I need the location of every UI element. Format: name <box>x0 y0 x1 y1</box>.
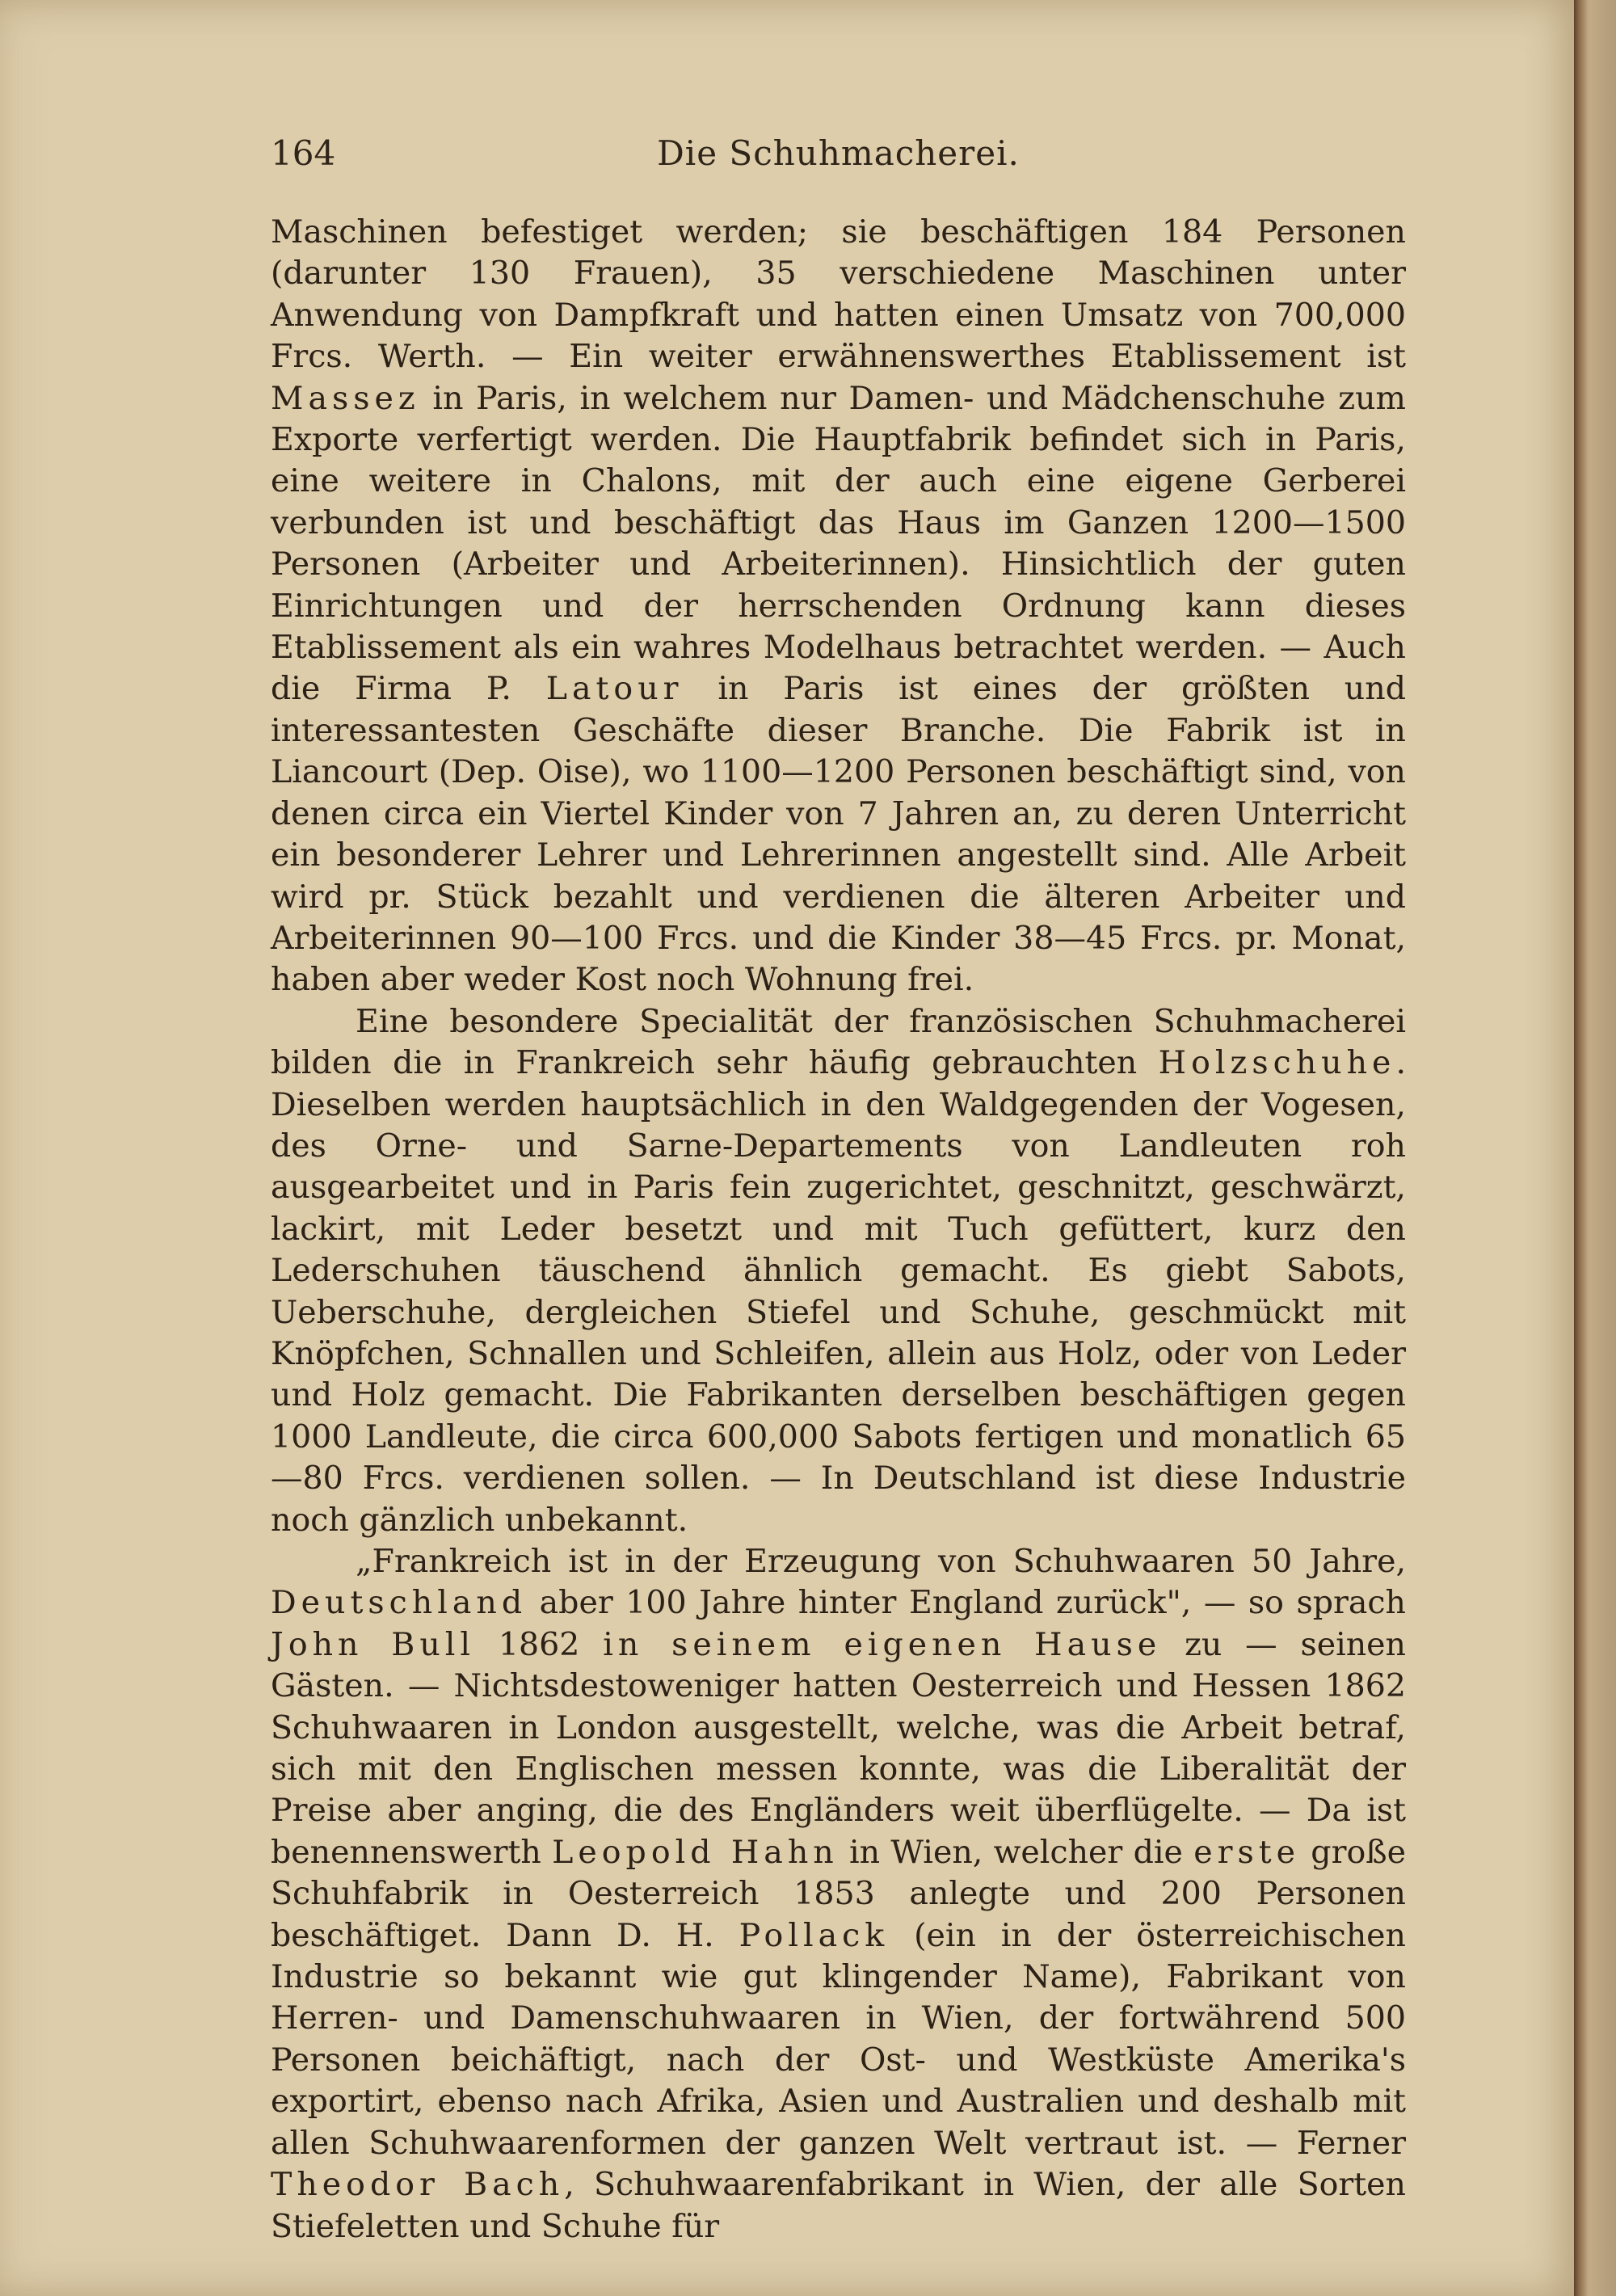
emphasized-name: Latour <box>545 670 684 708</box>
emphasized-name: John Bull <box>271 1625 476 1663</box>
emphasized-name: Deutschland <box>271 1584 528 1622</box>
emphasized-name: Theodor Bach <box>271 2166 565 2204</box>
text-run: zu — seinen Gästen. — Nichtsdestoweniger hatten Oesterreich und Hessen 1862 Schuhwaaren in London ausgestellt, welche, was die Arbeit betraf, sich mit den Englischen messen konnte, was die Liberalität der Preise aber anging, die des Engländers weit überflügelte. — Da ist benennenswerth <box>271 1625 1406 1871</box>
emphasized-name: Holzschuhe <box>1158 1044 1396 1082</box>
text-run: große Schuhfabrik in Oesterreich 1853 anlegte und 200 Personen beschäftiget. Dann D. H. <box>271 1833 1406 1954</box>
emphasized-name: in seinem eigenen Hause <box>603 1625 1162 1663</box>
page-header <box>271 133 1406 182</box>
paragraph <box>271 1541 1406 2248</box>
text-run: , Schuhwaarenfabrikant in Wien, der alle Sorten Stiefeletten und Schuhe für <box>271 2166 1406 2245</box>
emphasized-name: Pollack <box>739 1916 890 1954</box>
paragraph <box>271 212 1406 1001</box>
emphasized-name: erste <box>1193 1833 1300 1871</box>
page-number: 164 <box>271 133 336 173</box>
emphasized-name: Massez <box>271 379 420 417</box>
text-run: aber 100 Jahre hinter England zurück", — so sprach <box>527 1584 1406 1622</box>
running-title: Die Schuhmacherei. <box>657 133 1020 173</box>
text-run: (ein in der österreichischen Industrie so bekannt wie gut klingender Name), Fabrikant von Herren- und Damenschuhwaaren in Wien, der fortwährend 500 Personen beichäftigt, nach der Ost- und Westküste Amerika's exportirt, ebenso nach Afrika, Asien und Australien und deshalb mit allen Schuhwaarenformen der ganzen Welt vertraut ist. — Ferner <box>271 1916 1406 2162</box>
text-run: „Frankreich ist in der Erzeugung von Schuhwaaren 50 Jahre, <box>356 1543 1406 1580</box>
text-run: 1862 <box>475 1625 604 1663</box>
text-run: in Paris ist eines der größten und interessantesten Geschäfte dieser Branche. Die Fabrik ist in Liancourt (Dep. Oise), wo 1100—1200 Personen beschäftigt sind, von denen circa ein Viertel Kinder von 7 Jahren an, zu deren Unterricht ein besonderer Lehrer und Lehrerinnen angestellt sind. Alle Arbeit wird pr. Stück bezahlt und verdienen die älteren Arbeiter und Arbeiterinnen 90—100 Frcs. und die Kinder 38—45 Frcs. pr. Monat, haben aber weder Kost noch Wohnung frei. <box>271 670 1406 999</box>
text-run: . Dieselben werden hauptsächlich in den Waldgegenden der Vogesen, des Orne- und Sarne-Departements von Landleuten roh ausgearbeitet und in Paris fein zugerichtet, geschnitzt, geschwärzt, lackirt, mit Leder besetzt und mit Tuch gefüttert, kurz den Lederschuhen täuschend ähnlich gemacht. Es giebt Sabots, Ueberschuhe, dergleichen Stiefel und Schuhe, geschmückt mit Knöpfchen, Schnallen und Schleifen, allein aus Holz, oder von Leder und Holz gemacht. Die Fabrikanten derselben beschäftigen gegen 1000 Landleute, die circa 600,000 Sabots fertigen und monatlich 65—80 Frcs. verdienen sollen. — In Deutschland ist diese Industrie noch gänzlich unbekannt. <box>271 1044 1406 1539</box>
page-gutter <box>1574 0 1616 2296</box>
emphasized-name: Leopold Hahn <box>552 1833 839 1871</box>
text-run: in Wien, welcher die <box>838 1833 1194 1871</box>
paragraph <box>271 1001 1406 1541</box>
text-run: Maschinen befestiget werden; sie beschäftigen 184 Personen (darunter 130 Frauen), 35 verschiedene Maschinen unter Anwendung von Dampfkraft und hatten einen Umsatz von 700,000 Frcs. Werth. — Ein weiter erwähnenswerthes Etablissement ist <box>271 213 1406 376</box>
text-run: in Paris, in welchem nur Damen- und Mädchenschuhe zum Exporte verfertigt werden. Die Hauptfabrik befindet sich in Paris, eine weitere in Chalons, mit der auch eine eigene Gerberei verbunden ist und beschäftigt das Haus im Ganzen 1200—1500 Personen (Arbeiter und Arbeiterinnen). Hinsichtlich der guten Einrichtungen und der herrschenden Ordnung kann dieses Etablissement als ein wahres Modelhaus betrachtet werden. — Auch die Firma P. <box>271 379 1406 708</box>
text-run: Eine besondere Specialität der französischen Schuhmacherei bilden die in Frankreich sehr häufig gebrauchten <box>271 1002 1406 1082</box>
body-text <box>271 212 1406 2248</box>
